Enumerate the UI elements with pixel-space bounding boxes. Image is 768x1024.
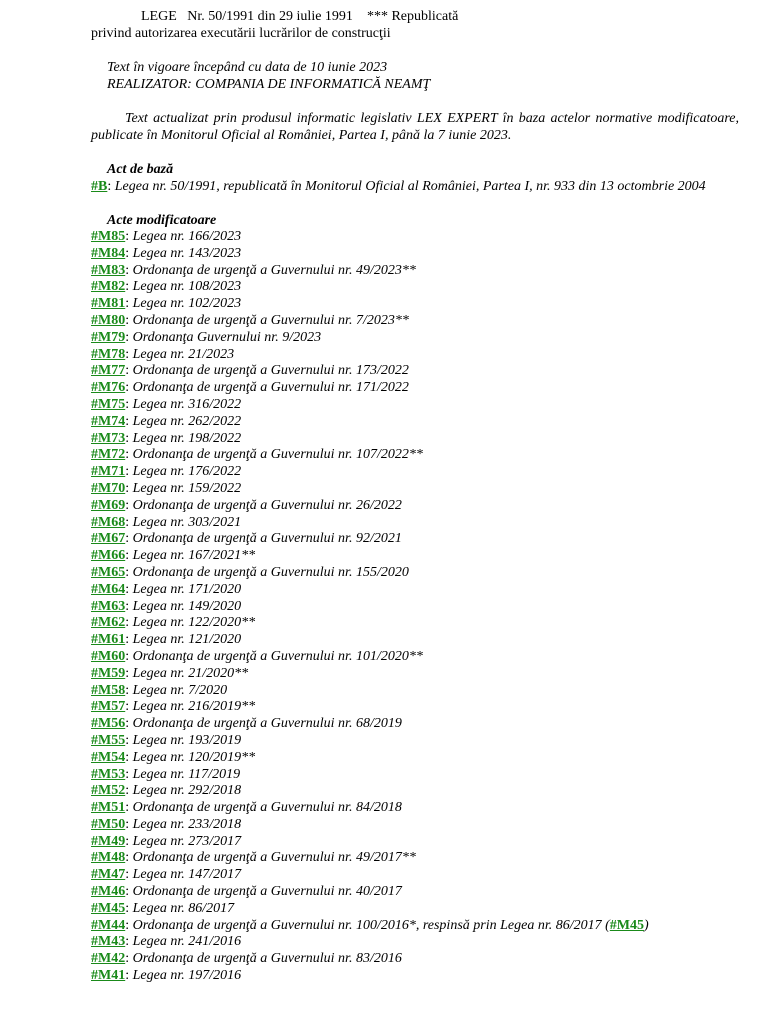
amending-act-text: Legea nr. 303/2021 — [132, 514, 242, 530]
document-page — [91, 8, 739, 985]
amending-act-link[interactable]: #M61 — [91, 632, 126, 648]
list-item: #M72: Ordonanţa de urgenţă a Guvernului nr. 107/2022** — [91, 447, 423, 463]
amending-act-link[interactable]: #M67 — [91, 531, 126, 547]
amending-act-text: Legea nr. 198/2022 — [132, 430, 242, 446]
list-item: #M50: Legea nr. 233/2018 — [91, 816, 242, 832]
amending-act-link[interactable]: #M60 — [91, 648, 126, 664]
list-item: #M73: Legea nr. 198/2022 — [91, 430, 242, 446]
law-type: LEGE — [141, 9, 177, 24]
base-act-text: Legea nr. 50/1991, republicată în Monitorul Oficial al României, Partea I, nr. 933 din 13 octombrie 2004 — [114, 179, 706, 194]
amending-act-text: Legea nr. 108/2023 — [132, 279, 242, 295]
amending-act-link[interactable]: #M68 — [91, 514, 126, 530]
amending-act-text: Legea nr. 171/2020 — [132, 581, 242, 597]
amending-act-text: Ordonanţa de urgenţă a Guvernului nr. 49/2017** — [132, 850, 416, 866]
list-item: #M46: Ordonanţa de urgenţă a Guvernului nr. 40/2017 — [91, 884, 402, 900]
amending-act-link[interactable]: #M80 — [91, 312, 126, 328]
list-item: #M41: Legea nr. 197/2016 — [91, 968, 242, 984]
amending-act-text: Legea nr. 273/2017 — [132, 833, 242, 849]
list-item: #M70: Legea nr. 159/2022 — [91, 480, 242, 496]
list-item: #M48: Ordonanţa de urgenţă a Guvernului nr. 49/2017** — [91, 850, 416, 866]
list-item: #M85: Legea nr. 166/2023 — [91, 229, 242, 244]
amending-act-suffix: ) — [643, 917, 649, 933]
amending-act-link[interactable]: #M43 — [91, 934, 126, 950]
amending-act-text: Ordonanţa de urgenţă a Guvernului nr. 171/2022 — [132, 380, 409, 396]
amending-act-text: Ordonanţa de urgenţă a Guvernului nr. 100/2016*, respinsă prin Legea nr. 86/2017 ( — [132, 917, 610, 933]
list-item: #M64: Legea nr. 171/2020 — [91, 581, 242, 597]
amending-acts-list — [91, 229, 739, 985]
amending-act-text: Ordonanţa de urgenţă a Guvernului nr. 101/2020** — [132, 648, 423, 664]
amending-act-link[interactable]: #M84 — [91, 245, 126, 261]
amending-act-link[interactable]: #M76 — [91, 380, 126, 396]
amending-act-link[interactable]: #M58 — [91, 682, 126, 698]
amending-act-link[interactable]: #M59 — [91, 665, 126, 681]
amending-act-text: Legea nr. 193/2019 — [132, 732, 242, 748]
list-item: #M62: Legea nr. 122/2020** — [91, 615, 256, 631]
list-item: #M69: Ordonanţa de urgenţă a Guvernului nr. 26/2022 — [91, 497, 402, 513]
list-item: #M56: Ordonanţa de urgenţă a Guvernului nr. 68/2019 — [91, 716, 402, 732]
list-item: #M65: Ordonanţa de urgenţă a Guvernului nr. 155/2020 — [91, 564, 409, 580]
list-item: #M45: Legea nr. 86/2017 — [91, 900, 235, 916]
list-item: #M74: Legea nr. 262/2022 — [91, 413, 242, 429]
amending-act-link[interactable]: #M63 — [91, 598, 126, 614]
amending-act-text: Ordonanţa de urgenţă a Guvernului nr. 83/2016 — [132, 951, 402, 967]
amending-act-text: Ordonanţa de urgenţă a Guvernului nr. 49/2023** — [132, 262, 416, 278]
amending-act-link[interactable]: #M81 — [91, 296, 126, 312]
amending-act-link[interactable]: #M71 — [91, 464, 126, 480]
list-item: #M47: Legea nr. 147/2017 — [91, 867, 242, 883]
list-item: #M53: Legea nr. 117/2019 — [91, 766, 241, 782]
law-subject: privind autorizarea executării lucrărilor de construcţii — [91, 26, 391, 41]
amending-act-link[interactable]: #M50 — [91, 816, 126, 832]
amending-act-text: Legea nr. 262/2022 — [132, 413, 242, 429]
amending-act-link[interactable]: #M83 — [91, 262, 126, 278]
list-item: #M54: Legea nr. 120/2019** — [91, 749, 256, 765]
amending-act-link[interactable]: #M77 — [91, 363, 126, 379]
update-note: Text actualizat prin produsul informatic legislativ LEX EXPERT în baza actelor normative modificatoare, publicate în Monitorul Oficial al României, Partea I, până la 7 iunie 2023. — [91, 111, 739, 143]
amending-act-text: Legea nr. 166/2023 — [132, 229, 242, 244]
list-item: #M59: Legea nr. 21/2020** — [91, 665, 249, 681]
amending-act-text: Ordonanţa de urgenţă a Guvernului nr. 92/2021 — [132, 531, 402, 547]
list-item: #M76: Ordonanţa de urgenţă a Guvernului nr. 171/2022 — [91, 380, 409, 396]
amending-act-link[interactable]: #M44 — [91, 917, 126, 933]
amending-act-link[interactable]: #M69 — [91, 497, 126, 513]
list-item: #M84: Legea nr. 143/2023 — [91, 245, 242, 261]
amending-act-link[interactable]: #M51 — [91, 800, 126, 816]
amending-act-link[interactable]: #M78 — [91, 346, 126, 362]
list-item: #M82: Legea nr. 108/2023 — [91, 279, 242, 295]
amending-act-link[interactable]: #M41 — [91, 968, 126, 984]
amending-act-text: Legea nr. 7/2020 — [132, 682, 228, 698]
amending-act-link[interactable]: #M48 — [91, 850, 126, 866]
amending-act-text: Legea nr. 122/2020** — [132, 615, 256, 631]
amending-act-text: Legea nr. 147/2017 — [132, 867, 242, 883]
amending-act-link[interactable]: #M85 — [91, 229, 126, 244]
amending-act-text: Legea nr. 86/2017 — [132, 900, 235, 916]
list-item: #M61: Legea nr. 121/2020 — [91, 632, 242, 648]
amending-act-link[interactable]: #M53 — [91, 766, 126, 782]
list-item: #M55: Legea nr. 193/2019 — [91, 732, 242, 748]
amending-act-link[interactable]: #M70 — [91, 480, 126, 496]
list-item: #M58: Legea nr. 7/2020 — [91, 682, 228, 698]
list-item: #M63: Legea nr. 149/2020 — [91, 598, 242, 614]
amending-act-text: Legea nr. 120/2019** — [132, 749, 256, 765]
amending-act-text: Ordonanţa de urgenţă a Guvernului nr. 155/2020 — [132, 564, 409, 580]
amending-act-link[interactable]: #M82 — [91, 279, 126, 295]
amending-act-link[interactable]: #M57 — [91, 699, 126, 715]
amending-act-text: Ordonanţa Guvernului nr. 9/2023 — [132, 329, 322, 345]
amending-act-text: Legea nr. 117/2019 — [132, 766, 241, 782]
amending-act-text: Legea nr. 216/2019** — [132, 699, 256, 715]
republication-status: *** Republicată — [366, 9, 459, 24]
list-item: #M71: Legea nr. 176/2022 — [91, 464, 242, 480]
amending-act-text: Ordonanţa de urgenţă a Guvernului nr. 40/2017 — [132, 884, 402, 900]
amending-act-text: Legea nr. 149/2020 — [132, 598, 242, 614]
list-item: #M83: Ordonanţa de urgenţă a Guvernului nr. 49/2023** — [91, 262, 416, 278]
validity-block — [91, 59, 739, 93]
amending-act-text: Ordonanţa de urgenţă a Guvernului nr. 84/2018 — [132, 800, 402, 816]
list-item: #M42: Ordonanţa de urgenţă a Guvernului nr. 83/2016 — [91, 951, 402, 967]
amending-act-link[interactable]: #M42 — [91, 951, 126, 967]
amending-act-text: Legea nr. 159/2022 — [132, 480, 242, 496]
list-item: #M67: Ordonanţa de urgenţă a Guvernului nr. 92/2021 — [91, 531, 402, 547]
law-title-line — [91, 8, 739, 25]
list-item: #M80: Ordonanţa de urgenţă a Guvernului nr. 7/2023** — [91, 312, 409, 328]
list-item: #M57: Legea nr. 216/2019** — [91, 699, 256, 715]
list-item: #M77: Ordonanţa de urgenţă a Guvernului nr. 173/2022 — [91, 363, 409, 379]
producer-line: REALIZATOR: COMPANIA DE INFORMATICĂ NEAMŢ — [107, 77, 431, 92]
base-act-link[interactable]: #B — [91, 179, 108, 194]
amending-act-text: Legea nr. 21/2020** — [132, 665, 249, 681]
amending-act-link[interactable]: #M66 — [91, 548, 126, 564]
list-item: #M44: Ordonanţa de urgenţă a Guvernului nr. 100/2016*, respinsă prin Legea nr. 86/2017 (#M45) — [91, 917, 649, 933]
amending-act-text: Ordonanţa de urgenţă a Guvernului nr. 7/2023** — [132, 312, 409, 328]
list-item: #M49: Legea nr. 273/2017 — [91, 833, 242, 849]
amending-act-text: Ordonanţa de urgenţă a Guvernului nr. 26/2022 — [132, 497, 402, 513]
amending-act-text: Legea nr. 241/2016 — [132, 934, 242, 950]
amending-act-text: Legea nr. 121/2020 — [132, 632, 242, 648]
amending-act-link[interactable]: #M46 — [91, 884, 126, 900]
amending-act-text: Legea nr. 176/2022 — [132, 464, 242, 480]
amending-act-link[interactable]: #M54 — [91, 749, 126, 765]
list-item: #M75: Legea nr. 316/2022 — [91, 396, 242, 412]
list-item: #M81: Legea nr. 102/2023 — [91, 296, 242, 312]
amending-act-text: Legea nr. 102/2023 — [132, 296, 242, 312]
amending-act-text: Legea nr. 316/2022 — [132, 396, 242, 412]
list-item: #M52: Legea nr. 292/2018 — [91, 783, 242, 799]
amending-act-link[interactable]: #M45 — [91, 900, 126, 916]
list-item: #M78: Legea nr. 21/2023 — [91, 346, 235, 362]
amending-acts-heading: Acte modificatoare — [107, 213, 217, 228]
cross-reference-link[interactable]: #M45 — [609, 917, 644, 933]
in-force-date: Text în vigoare începând cu data de 10 iunie 2023 — [107, 60, 388, 75]
amending-act-link[interactable]: #M72 — [91, 447, 126, 463]
law-number: Nr. 50/1991 din 29 iulie 1991 — [187, 9, 353, 24]
amending-act-text: Legea nr. 292/2018 — [132, 783, 242, 799]
list-item: #M68: Legea nr. 303/2021 — [91, 514, 242, 530]
amending-act-link[interactable]: #M79 — [91, 329, 126, 345]
amending-act-link[interactable]: #M75 — [91, 396, 126, 412]
amending-act-text: Ordonanţa de urgenţă a Guvernului nr. 107/2022** — [132, 447, 423, 463]
amending-act-link[interactable]: #M62 — [91, 615, 126, 631]
amending-act-link[interactable]: #M56 — [91, 716, 126, 732]
amending-act-link[interactable]: #M74 — [91, 413, 126, 429]
list-item: #M43: Legea nr. 241/2016 — [91, 934, 242, 950]
amending-act-link[interactable]: #M73 — [91, 430, 126, 446]
list-item: #M79: Ordonanţa Guvernului nr. 9/2023 — [91, 329, 322, 345]
amending-act-text: Legea nr. 143/2023 — [132, 245, 242, 261]
amending-act-link[interactable]: #M65 — [91, 564, 126, 580]
amending-act-text: Ordonanţa de urgenţă a Guvernului nr. 68/2019 — [132, 716, 402, 732]
amending-act-link[interactable]: #M55 — [91, 732, 126, 748]
base-act-heading: Act de bază — [107, 162, 174, 177]
base-act-entry: #B: Legea nr. 50/1991, republicată în Monitorul Oficial al României, Partea I, nr. 933 din 13 octombrie 2004 — [91, 179, 706, 194]
list-item: #M66: Legea nr. 167/2021** — [91, 548, 256, 564]
amending-act-text: Ordonanţa de urgenţă a Guvernului nr. 173/2022 — [132, 363, 409, 379]
amending-act-text: Legea nr. 21/2023 — [132, 346, 235, 362]
list-item: #M60: Ordonanţa de urgenţă a Guvernului nr. 101/2020** — [91, 648, 423, 664]
amending-act-link[interactable]: #M52 — [91, 783, 126, 799]
amending-act-text: Legea nr. 233/2018 — [132, 816, 242, 832]
amending-act-link[interactable]: #M64 — [91, 581, 126, 597]
amending-act-link[interactable]: #M47 — [91, 867, 126, 883]
amending-act-text: Legea nr. 167/2021** — [132, 548, 256, 564]
amending-act-link[interactable]: #M49 — [91, 833, 126, 849]
list-item: #M51: Ordonanţa de urgenţă a Guvernului nr. 84/2018 — [91, 800, 402, 816]
amending-act-text: Legea nr. 197/2016 — [132, 968, 242, 984]
